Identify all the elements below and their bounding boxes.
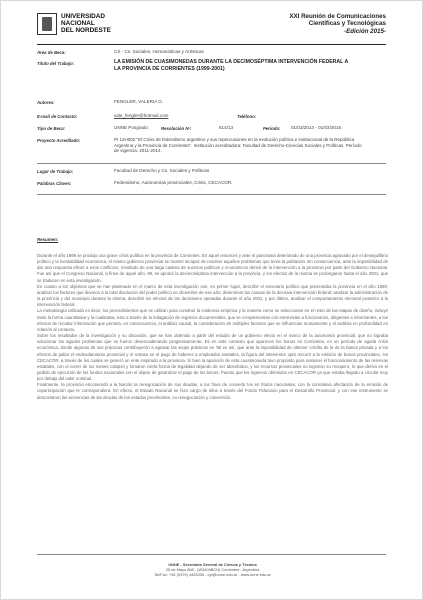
event-edition: -Edición 2015- [344, 27, 386, 35]
university-name-line-1: UNIVERSIDAD [61, 13, 106, 20]
area-value: CS - Cs. Sociales, Humanísticas y Artísticas [114, 49, 204, 54]
footer-contact: Tel/Fax: +54 (0379) 4425006 - cyt@unne.edu.ar - www.unne.edu.ar [154, 572, 271, 578]
event-title [289, 13, 386, 35]
abstract-paragraph: En cuanto a los objetivos que se han planteado en el marco de esta investigación son, en primer lugar, describir el escenario político que presentaba la provincia en el año 1999; analizar los factores que llevaron a la total disolución del poder político en diciembre de ese año; determinar las causas de la decisiva intervención federal; analizar la administración de la provincia y del municipio durante la misma; describir los efectos de las decisiones operadas durante el año 2001, y por último, analizar el comportamiento electoral posterior a la intervención federal. [37, 283, 388, 308]
beca-type-label: Tipo de Beca: [37, 126, 66, 131]
event-line-1: XXI Reunión de Comunicaciones [289, 13, 386, 20]
footer-divider [37, 554, 386, 555]
area-label: Área de Beca: [37, 50, 66, 55]
university-name-line-3: DEL NORDESTE [61, 27, 111, 35]
period-value: 01/03/2014 - 01/03/2015 [291, 125, 342, 130]
abstract-paragraph: Durante el año 1999 se produjo una grave crisis política en la provincia de Corrientes. En aquel entonces y ante el panorama deteriorado de una provincia agravado por el desequilibrio político y la inestabilidad económica, el mismo gobierno provincial se mostró incapaz de resolver aquellos problemas que tenía la población. En consecuencia, ante la imposibilidad de dar una respuesta eficaz a esos conflictos, resultado de una larga cadena de sucesos políticos y económicos derivó de la intervención a la provincia por parte del Gobierno Nacional. Fue así que el Congreso Nacional, a fines de aquel año, 99, se aprobó la decimoséptima intervención a la provincia, y los efectos de la misma se prolongaron hasta el año 2001, que se traducen en esta investigación. [37, 253, 388, 283]
university-name-line-2: NACIONAL [61, 20, 95, 28]
phone-label: Teléfono: [237, 114, 257, 119]
metadata-divider [37, 163, 386, 164]
footer-address: 25 de Mayo 868 - (W3400BCH) Corrientes - Argentina [165, 567, 260, 573]
abstract-paragraph: Finalmente, la provincia encomendó a la Nación la renegociación de sus deudas, a los fines de convertir los en títulos nacionales, con la correlativa afectación de la emisión de coparticipación que le correspondiera. En efecto, el Estado Nacional se hizo cargo de ellos a través del Fondo Fiduciario para el Desarrollo Provincial, y con ese instrumento se descontaron las acreencias de las deudas de los estados provinciales, su renegociación y conversión. [37, 382, 388, 400]
email-label: E-mail de Contacto: [37, 114, 78, 119]
event-line-2: Científicas y Tecnológicas [308, 20, 386, 28]
keywords-value: Federalismo, Autonomías provinciales, Crisis, CECACOR. [114, 180, 233, 185]
header-divider [37, 44, 386, 45]
beca-type-value: UNNE Posgrado [114, 125, 148, 130]
resolution-value: 614/13 [219, 125, 234, 130]
keywords-label: Palabras Claves: [37, 181, 72, 186]
university-logo [37, 13, 57, 35]
abstract-paragraph: La metodología utilizada es decir, los procedimientos que se utilizan para construir la evidencia empírica y la manera como se seleccionan en el resto de las etapas de diseño, incluye tanto la forma cuantitativa y la cualitativa, esto a través de la indagación de registros documentales, que se complementan con entrevistas a funcionarios, dirigentes e informantes, a los efectos de recabar información que permita, en consecuencia, el análisis causal, la consideración de múltiples factores que se influencian mutuamente y el análisis en profundidad en relación al contexto. [37, 308, 388, 332]
keywords-divider [37, 194, 386, 195]
authors-label: Autores: [37, 100, 55, 105]
title-label: Título del Trabajo: [37, 61, 75, 66]
footer [1, 562, 423, 578]
university-name [61, 13, 111, 35]
authors-value: FENGLER, VALERIA G. [114, 99, 164, 104]
footer-institution: UNNE - Secretaría General de Ciencia y Técnica [168, 562, 257, 567]
period-label: Período: [263, 126, 281, 131]
resolution-label: Resolución Nº: [161, 126, 192, 131]
abstract-body [37, 253, 388, 401]
workplace-label: Lugar de Trabajo: [37, 169, 74, 174]
email-link[interactable]: vale_fengler@hotmail.com [114, 113, 169, 118]
project-value: PI 12H002 "El Crisis de federalismo argentino y sus repercusiones en la evolución política e institucional de la República Argentina y la Provincia de Corrientes". Institución acreditadora: Facultad de Derecho-Ciencias Sociales y Políticas. Período de vigencia: 2011-2014. [114, 137, 362, 154]
project-label: Proyecto Acreditado: [37, 138, 81, 143]
work-title: LA EMISIÓN DE CUASIMONEDAS DURANTE LA DECIMOSÉPTIMA INTERVENCIÓN FEDERAL A LA PROVINCIA DE CORRIENTES (1999-2001) [114, 59, 349, 72]
abstract-label: Resumen: [37, 237, 59, 242]
workplace-value: Facultad de Derecho y Cs. Sociales y Políticas [114, 168, 210, 173]
abstract-paragraph: Sobre los resultados de la investigación y su discusión, que se han obtenido a partir del estudio de un gobierno electo en el marco de la autonomía provincial, que no lograba solucionar los agudos problemas que se fueron desencadenando progresivamente. Es en este contexto que aparecen los bonos en Corrientes, en un período de aguda crisis económica, donde algunas de sus prácticas contribuyeron a agravar las viejas prácticas en Tal es así, que ante la imposibilidad de obtener crédito de la de la banca privada y a los efectos de paliar el endeudamiento provincial y el retraso en el pago de haberes a empleados estatales, la figura del interventor optó recurrir a la emisión de bonos provinciales, los CECACOR, a través de los cuales se generó un ente inspirado a la provincia. Si bien la aparición de esta cuasimoneda tuvo propósito para sostener el funcionamiento de las reservas estatales, con el correr de los meses colapsó y tomaron cierta forma de legalidad dejando de ser absorbidos, y los recursos provinciales no lograron su recupero, lo que derivó en el pedido de ejecución de los fondos nacionales con el objeto de garantizar el pago de los bonos. Puesto que los ingresos obtenidos en CECACOR ya que estaba llegado a circular muy por debajo del valor nominal. [37, 333, 388, 382]
